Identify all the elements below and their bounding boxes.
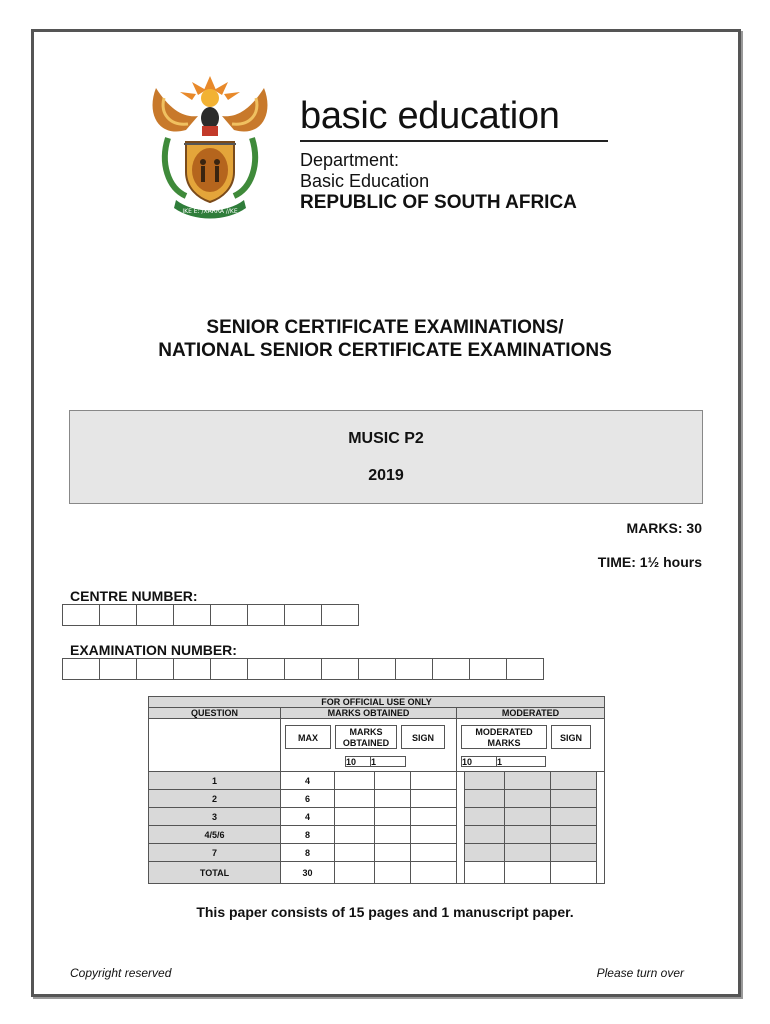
mod-sign-cell[interactable] (551, 826, 597, 844)
tens-cell[interactable] (335, 826, 375, 844)
sign-cell[interactable] (411, 790, 457, 808)
digit-cell[interactable] (432, 658, 470, 680)
mod-tens-cell[interactable] (465, 844, 505, 862)
table-row (149, 808, 605, 826)
pages-note: This paper consists of 15 pages and 1 manuscript paper. (196, 904, 574, 920)
max-cell: 6 (281, 790, 335, 808)
units-total-cell[interactable] (375, 862, 411, 884)
digit-cell[interactable] (173, 658, 211, 680)
digit-cell[interactable] (321, 658, 359, 680)
moderated-marks-header: MODERATED MARKS (461, 725, 547, 749)
digit-cell[interactable] (136, 604, 174, 626)
question-blank (149, 719, 281, 772)
sign-total-cell[interactable] (411, 862, 457, 884)
digit-cell[interactable] (247, 604, 285, 626)
max-header: MAX (285, 725, 331, 749)
mod-units-cell[interactable] (505, 826, 551, 844)
units-cell[interactable] (375, 844, 411, 862)
exam-number-label: EXAMINATION NUMBER: (70, 642, 237, 658)
sign-cell[interactable] (411, 844, 457, 862)
units-cell[interactable] (375, 790, 411, 808)
turn-over-note: Please turn over (596, 966, 684, 980)
department-name: Basic Education (300, 171, 430, 191)
department-label: Department: (300, 150, 400, 170)
digit-cell[interactable] (469, 658, 507, 680)
max-cell: 4 (281, 772, 335, 790)
table-row (149, 844, 605, 862)
spacer (457, 862, 465, 884)
mod-sign-total-cell[interactable] (551, 862, 597, 884)
question-cell: 7 (149, 844, 281, 862)
units-cell[interactable] (375, 826, 411, 844)
digit-cell[interactable] (210, 604, 248, 626)
digit-cell[interactable] (321, 604, 359, 626)
max-cell: 8 (281, 826, 335, 844)
moderator-sign-header: SIGN (551, 725, 591, 749)
max-cell: 8 (281, 844, 335, 862)
brand-rule (300, 140, 608, 142)
exam-number-input[interactable] (63, 658, 544, 680)
mod-units-label: 1 (496, 756, 546, 767)
country-name: REPUBLIC OF SOUTH AFRICA (300, 192, 577, 213)
crest-motto: IKE E: /XARRA //KE (182, 208, 238, 215)
tens-cell[interactable] (335, 772, 375, 790)
digit-cell[interactable] (99, 604, 137, 626)
table-row (149, 826, 605, 844)
brand-title: basic education (300, 95, 560, 137)
official-use-title: FOR OFFICIAL USE ONLY (149, 697, 605, 708)
mod-units-cell[interactable] (505, 808, 551, 826)
question-cell: 3 (149, 808, 281, 826)
spacer (457, 772, 465, 790)
spacer (597, 844, 605, 862)
question-header: QUESTION (149, 708, 281, 719)
centre-number-input[interactable] (63, 604, 359, 626)
official-use-table (148, 696, 605, 884)
marks-obtained-header: MARKS OBTAINED (281, 708, 457, 719)
table-row (149, 772, 605, 790)
tens-total-cell[interactable] (335, 862, 375, 884)
total-label: TOTAL (149, 862, 281, 884)
spacer (597, 826, 605, 844)
mod-tens-total-cell[interactable] (465, 862, 505, 884)
tens-cell[interactable] (335, 844, 375, 862)
digit-cell[interactable] (284, 604, 322, 626)
digit-cell[interactable] (173, 604, 211, 626)
tens-cell[interactable] (335, 790, 375, 808)
question-cell: 4/5/6 (149, 826, 281, 844)
spacer (457, 808, 465, 826)
question-cell: 1 (149, 772, 281, 790)
mod-tens-cell[interactable] (465, 790, 505, 808)
total-row (149, 862, 605, 884)
spacer (597, 808, 605, 826)
mod-sign-cell[interactable] (551, 844, 597, 862)
digit-cell[interactable] (284, 658, 322, 680)
tens-label: 10 (345, 756, 371, 767)
exam-time: TIME: 1½ hours (597, 554, 702, 570)
sign-cell[interactable] (411, 772, 457, 790)
digit-cell[interactable] (395, 658, 433, 680)
sign-cell[interactable] (411, 808, 457, 826)
digit-cell[interactable] (506, 658, 544, 680)
mod-tens-cell[interactable] (465, 772, 505, 790)
tens-units-row (281, 752, 457, 772)
mod-tens-label: 10 (461, 756, 497, 767)
mod-units-total-cell[interactable] (505, 862, 551, 884)
subject-name: MUSIC P2 (348, 430, 424, 447)
mod-tens-units-row (457, 752, 605, 772)
digit-cell[interactable] (358, 658, 396, 680)
spacer (597, 790, 605, 808)
marks-obtained-subheader: MARKS OBTAINED (335, 725, 397, 749)
digit-cell[interactable] (62, 658, 100, 680)
mod-units-cell[interactable] (505, 790, 551, 808)
spacer (597, 862, 605, 884)
sub-header-group (281, 719, 457, 752)
mod-units-cell[interactable] (505, 772, 551, 790)
mod-sign-cell[interactable] (551, 790, 597, 808)
spacer (597, 772, 605, 790)
mod-tens-cell[interactable] (465, 808, 505, 826)
digit-cell[interactable] (99, 658, 137, 680)
exam-year: 2019 (368, 467, 404, 484)
mod-sign-cell[interactable] (551, 808, 597, 826)
units-cell[interactable] (375, 772, 411, 790)
subject-box (69, 410, 703, 504)
digit-cell[interactable] (62, 604, 100, 626)
moderated-sub-group (457, 719, 605, 752)
tens-cell[interactable] (335, 808, 375, 826)
coat-of-arms-logo (146, 68, 274, 223)
exam-title-line2: NATIONAL SENIOR CERTIFICATE EXAMINATIONS (158, 340, 612, 361)
mod-sign-cell[interactable] (551, 772, 597, 790)
copyright-note: Copyright reserved (70, 966, 172, 980)
units-label: 1 (370, 756, 406, 767)
moderated-header: MODERATED (457, 708, 605, 719)
digit-cell[interactable] (136, 658, 174, 680)
digit-cell[interactable] (210, 658, 248, 680)
brand-block (300, 96, 608, 213)
sign-header: SIGN (401, 725, 445, 749)
spacer (457, 790, 465, 808)
max-total-cell: 30 (281, 862, 335, 884)
units-cell[interactable] (375, 808, 411, 826)
digit-cell[interactable] (247, 658, 285, 680)
sign-cell[interactable] (411, 826, 457, 844)
mod-units-cell[interactable] (505, 844, 551, 862)
mod-tens-cell[interactable] (465, 826, 505, 844)
max-cell: 4 (281, 808, 335, 826)
spacer (457, 844, 465, 862)
spacer (457, 826, 465, 844)
question-cell: 2 (149, 790, 281, 808)
table-row (149, 790, 605, 808)
marks-total: MARKS: 30 (626, 520, 702, 536)
centre-number-label: CENTRE NUMBER: (70, 588, 198, 604)
exam-title-line1: SENIOR CERTIFICATE EXAMINATIONS/ (206, 317, 564, 338)
